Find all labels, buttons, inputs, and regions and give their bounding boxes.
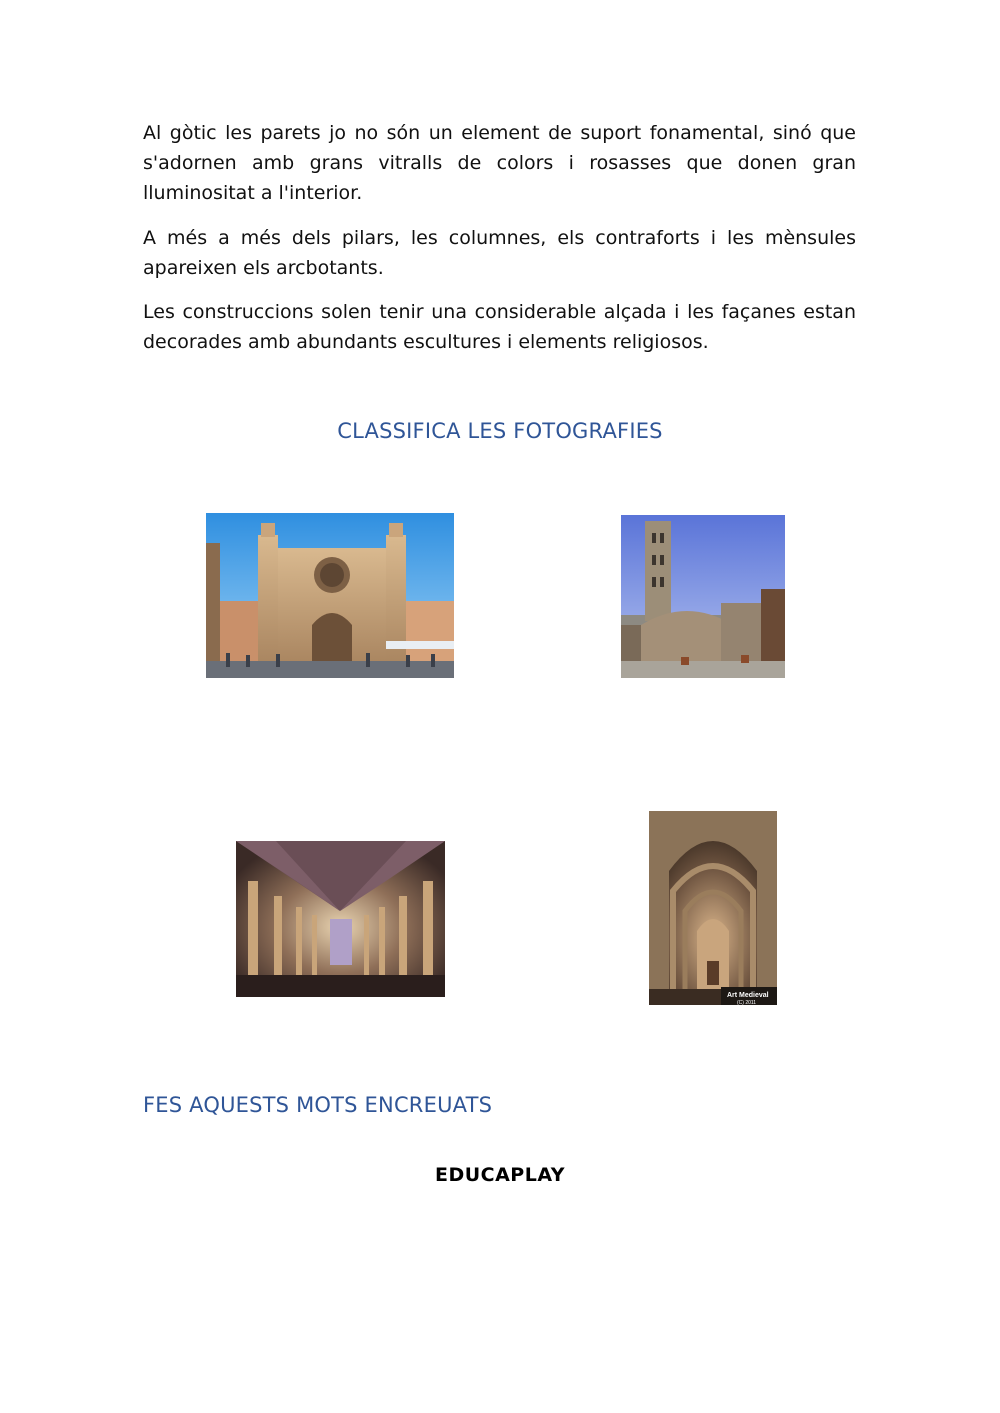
romanesque-exterior-photo[interactable]	[621, 515, 785, 678]
romanesque-interior-photo[interactable]	[649, 811, 777, 1005]
gothic-facade-photo[interactable]	[206, 513, 454, 678]
crossword-heading: FES AQUESTS MOTS ENCREUATS	[143, 1093, 493, 1117]
educaplay-link[interactable]: EDUCAPLAY	[434, 1164, 565, 1186]
paragraph-gothic-supports: A més a més dels pilars, les columnes, els contraforts i les mènsules apareixen els arcbotants.	[143, 227, 856, 279]
classify-heading: CLASSIFICA LES FOTOGRAFIES	[337, 419, 663, 443]
photo-caption-year: (C) 2011	[737, 1000, 757, 1005]
paragraph-gothic-height: Les construccions solen tenir una considerable alçada i les façanes estan decorades amb abundants escultures i elements religiosos.	[143, 301, 856, 353]
gothic-interior-photo[interactable]	[236, 841, 445, 997]
paragraph-gothic-walls: Al gòtic les parets jo no són un element de suport fonamental, sinó que s'adornen amb grans vitralls de colors i rosasses que donen gran lluminositat a l'interior.	[143, 122, 856, 204]
photo-caption: Art Medieval	[727, 992, 769, 999]
